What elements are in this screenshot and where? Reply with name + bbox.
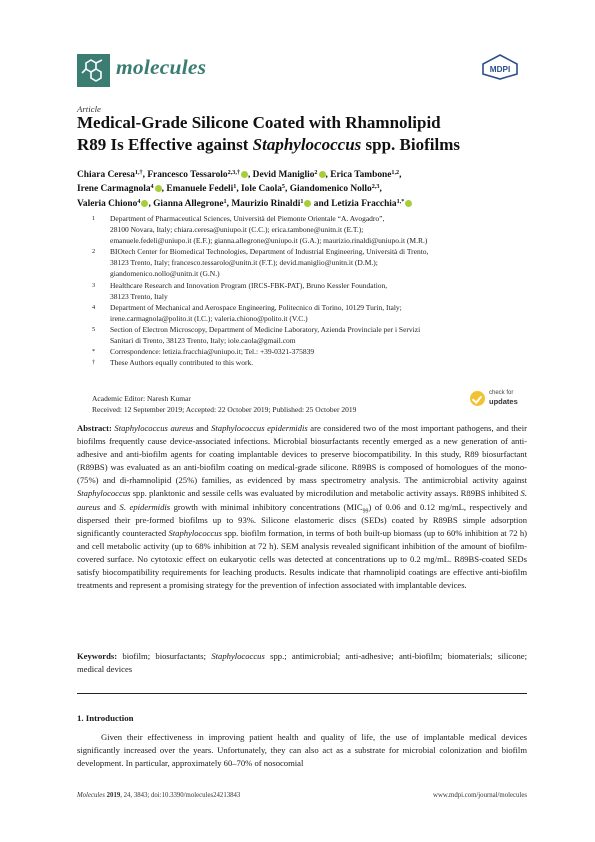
abstract-label: Abstract:: [77, 423, 112, 433]
section-heading: 1. Introduction: [77, 713, 134, 723]
abstract-text: are considered two of the most important pathogens, and their biofilms frequently cause device-associated infections. Microbial biosurfactants recently emerged as a new generation of anti-adhesive and anti-biofilm agents for coating implantable devices to preserve biocompatibility. In this study, R89 biosurfactant (R89BS) was evaluated as an anti-biofilm coating on medical-grade silicone. R89BS is composed of homologues of the mono- (75%) and di-rhamnolipid (25%) families, as evidenced by mass spectrometry analysis. The antimicrobial activity against: [77, 423, 527, 486]
keywords-text: spp.; antimicrobial; anti-adhesive; anti-biofilm; biomaterials; silicone; medical devices: [77, 651, 527, 675]
abstract-subscript: 99: [362, 508, 369, 515]
title-line-1: Medical-Grade Silicone Coated with Rhamnolipid: [77, 113, 441, 132]
article-type: Article: [77, 104, 101, 114]
affiliation-item: [92, 324, 527, 346]
abstract-text: spp. biofilm formation, in terms of both built-up biomass (up to 60% inhibition at 72 h) and cell metabolic activity (up to 68% inhibition at 72 h). SEM analysis revealed significant inhibition of the amount of biofilm-covered surface. No cytotoxic effect on eukaryotic cells was detected at concentrations up to 0.2 mg/mL. R89BS-coated SEDs satisfy biocompatibility requirements for leaching products. Results indicate that rhamnolipid coatings are effective anti-biofilm treatments and represent a promising strategy for the prevention of infection associated with implantable devices.: [77, 527, 528, 591]
author-name: Erica Tambone: [330, 170, 392, 180]
abstract-italic: S. aureus: [77, 488, 527, 512]
author-name: Devid Maniglio: [252, 170, 315, 180]
affiliation-marker: 4: [92, 303, 96, 311]
article-meta: [92, 393, 356, 415]
author-affiliation-sup: 4: [150, 183, 154, 191]
mdpi-logo-icon: [481, 54, 519, 80]
abstract-italic: Staphylococcus: [168, 527, 222, 538]
molecules-logo-icon: [77, 54, 110, 87]
abstract-italic: Staphylococcus aureus: [114, 423, 194, 433]
affiliation-line: 38123 Trento, Italy: [110, 291, 168, 301]
affiliation-line: giandomenico.nollo@unitn.it (G.N.): [110, 269, 220, 279]
affiliation-line: BIOtech Center for Biomedical Technologies, Department of Industrial Engineering, Università di Trento,: [110, 247, 429, 257]
abstract-text: ) of 0.06 and 0.12 mg/mL, respectively and dispersed their pre-formed biofilms up to 93%. Silicone elastomeric discs (SEDs) coated by R89BS simple adsorption significantly counteracted: [77, 501, 527, 538]
author: [77, 184, 162, 194]
affiliation-line: These Authors equally contributed to this work.: [110, 358, 254, 368]
author-affiliation-sup: 1,2: [391, 169, 400, 176]
author-name: Iole Caola: [241, 184, 282, 195]
author-list: Chiara Ceresa$^{1,\dagger}$, Francesco Tessarolo$^{2,3,\dagger}$ , Devid Maniglio$^2$ , Erica Tambone$^{1,2}$, Irene Carmagnola$^4$ , Emanuele Fedeli$^1$, Iole Caola$^5$, Giandomenico Nollo$^{2,3}$, Valeria Chiono$^4$ , Gianna Allegrone$^1$, Maurizio Rinaldi$^1$ and Letizia Fracchia$^{1,*}$: [77, 168, 527, 211]
article-title: [77, 112, 522, 156]
keywords-label: Keywords:: [77, 651, 118, 661]
author: [241, 184, 285, 194]
affiliation-item: [92, 280, 527, 302]
orcid-icon[interactable]: [155, 185, 162, 192]
author-affiliation-sup: 1: [300, 197, 304, 205]
affiliation-line: 38123 Trento, Italy; francesco.tessarolo@unitn.it (F.T.); devid.maniglio@unitn.it (D.M.);: [110, 258, 378, 268]
author: [77, 170, 143, 180]
author: [147, 170, 248, 180]
checkmark-icon: [470, 391, 485, 406]
section-divider: [77, 693, 527, 694]
author-affiliation-sup: 2: [314, 169, 318, 176]
author: [330, 170, 399, 180]
author: [231, 199, 311, 209]
academic-editor: Academic Editor: Naresh Kumar: [92, 394, 191, 403]
author: [166, 184, 236, 194]
affiliation-line: Correspondence: letizia.fracchia@uniupo.it; Tel.: +39-0321-375839: [110, 347, 315, 357]
author-name: Giandomenico Nollo: [289, 184, 372, 195]
affiliation-item: [92, 357, 527, 368]
author: [153, 199, 227, 209]
footer-url[interactable]: www.mdpi.com/journal/molecules: [433, 792, 527, 799]
author-affiliation-sup: 4: [137, 197, 141, 205]
author: [290, 184, 380, 194]
author-name: Emanuele Fedeli: [166, 184, 234, 195]
author-affiliation-sup: 1,*: [396, 197, 405, 205]
affiliations: [92, 213, 527, 368]
affiliation-line: Healthcare Research and Innovation Program (IRCS-FBK-PAT), Bruno Kessler Foundation,: [110, 280, 388, 290]
footer-journal: Molecules: [77, 792, 105, 799]
abstract-text: growth with minimal inhibitory concentrations (MIC: [170, 501, 363, 512]
introduction-paragraph: Given their effectiveness in improving patient health and quality of life, the use of implantable medical devices significantly increased over the years. Unfortunately, they can also act as a substrate for microbial colonization and biofilm development. In particular, approximately 60–70% of nosocomial: [77, 732, 527, 769]
title-line-2-post: spp. Biofilms: [361, 135, 460, 154]
affiliation-item: [92, 213, 527, 246]
badge-line-2: updates: [489, 397, 518, 406]
author: [253, 170, 326, 180]
journal-name: molecules: [116, 55, 207, 79]
affiliation-line: Section of Electron Microscopy, Department of Medicine Laboratory, Azienda Provinciale per i Servizi: [110, 324, 421, 334]
author-affiliation-sup: 2,3,†: [227, 169, 240, 176]
author: [331, 199, 412, 209]
affiliation-line: emanuele.fedeli@uniupo.it (E.F.); gianna.allegrone@uniupo.it (G.A.); maurizio.rinaldi@uniupo.it (M.R.): [110, 236, 428, 246]
author-name: Irene Carmagnola: [77, 184, 151, 195]
author-name: Maurizio Rinaldi: [231, 198, 301, 209]
title-line-2-pre: R89 Is Effective against: [77, 135, 253, 154]
affiliation-item: [92, 302, 527, 324]
title-line-2-em: Staphylococcus: [252, 135, 362, 154]
author-name: Valeria Chiono: [77, 198, 138, 209]
affiliation-item: [92, 246, 527, 279]
affiliation-line: Department of Mechanical and Aerospace Engineering, Politecnico di Torino, 10129 Turin, Italy;: [110, 302, 402, 312]
keywords: [77, 650, 527, 676]
author-name: Letizia Fracchia: [331, 198, 397, 209]
affiliation-marker: 2: [92, 248, 96, 256]
abstract-italic: Staphylococcus: [77, 488, 131, 499]
affiliation-marker: †: [92, 359, 96, 367]
affiliation-line: 28100 Novara, Italy; chiara.ceresa@uniupo.it (C.C.); erica.tambone@unitn.it (E.T.);: [110, 225, 364, 235]
abstract-text: and: [193, 423, 212, 433]
affiliation-marker: *: [92, 348, 96, 356]
orcid-icon[interactable]: [241, 171, 248, 178]
footer-citation: [77, 792, 240, 799]
abstract-italic: S. epidermidis: [119, 501, 171, 512]
author-name: Chiara Ceresa: [77, 170, 135, 180]
affiliation-item: [92, 346, 527, 357]
footer-year: 2019: [106, 792, 121, 799]
author-affiliation-sup: 2,3: [371, 183, 380, 191]
keywords-text: biofilm; biosurfactants;: [117, 651, 212, 661]
author-affiliation-sup: 1: [223, 197, 227, 205]
affiliation-marker: 5: [92, 325, 96, 333]
article-dates: Received: 12 September 2019; Accepted: 22 October 2019; Published: 25 October 2019: [92, 405, 357, 415]
author-affiliation-sup: 5: [281, 183, 285, 191]
affiliation-marker: 1: [92, 215, 96, 222]
abstract-text: and: [100, 501, 120, 512]
author-name: Francesco Tessarolo: [147, 170, 228, 180]
affiliation-line: irene.carmagnola@polito.it (I.C.); valeria.chiono@polito.it (V.C.): [110, 313, 308, 323]
author-affiliation-sup: 1,†: [134, 169, 143, 176]
orcid-icon[interactable]: [319, 171, 326, 178]
author: [77, 199, 148, 209]
affiliation-line: Sanitari di Trento, 38123 Trento, Italy; iole.caola@gmail.com: [110, 336, 296, 346]
badge-line-1: check for: [489, 390, 514, 396]
affiliation-line: Department of Pharmaceutical Sciences, Università del Piemonte Orientale “A. Avogadro”,: [110, 214, 385, 223]
footer-citation-rest: , 24, 3843; doi:10.3390/molecules24213843: [120, 792, 241, 799]
check-for-updates-badge[interactable]: [470, 390, 526, 408]
abstract-text: spp. planktonic and sessile cells was evaluated by microdilution and metabolic activity assays. R89BS inhibited: [130, 488, 521, 499]
orcid-icon[interactable]: [304, 200, 311, 207]
mdpi-logo-text: MDPI: [489, 65, 511, 74]
affiliation-marker: 3: [92, 281, 96, 289]
abstract-italic: Staphylococcus epidermidis: [211, 423, 308, 433]
orcid-icon[interactable]: [405, 200, 412, 207]
author-name: Gianna Allegrone: [153, 198, 224, 209]
abstract: [77, 422, 527, 592]
keywords-italic: Staphylococcus: [211, 651, 265, 661]
author-affiliation-sup: 1: [233, 183, 237, 191]
orcid-icon[interactable]: [141, 200, 148, 207]
